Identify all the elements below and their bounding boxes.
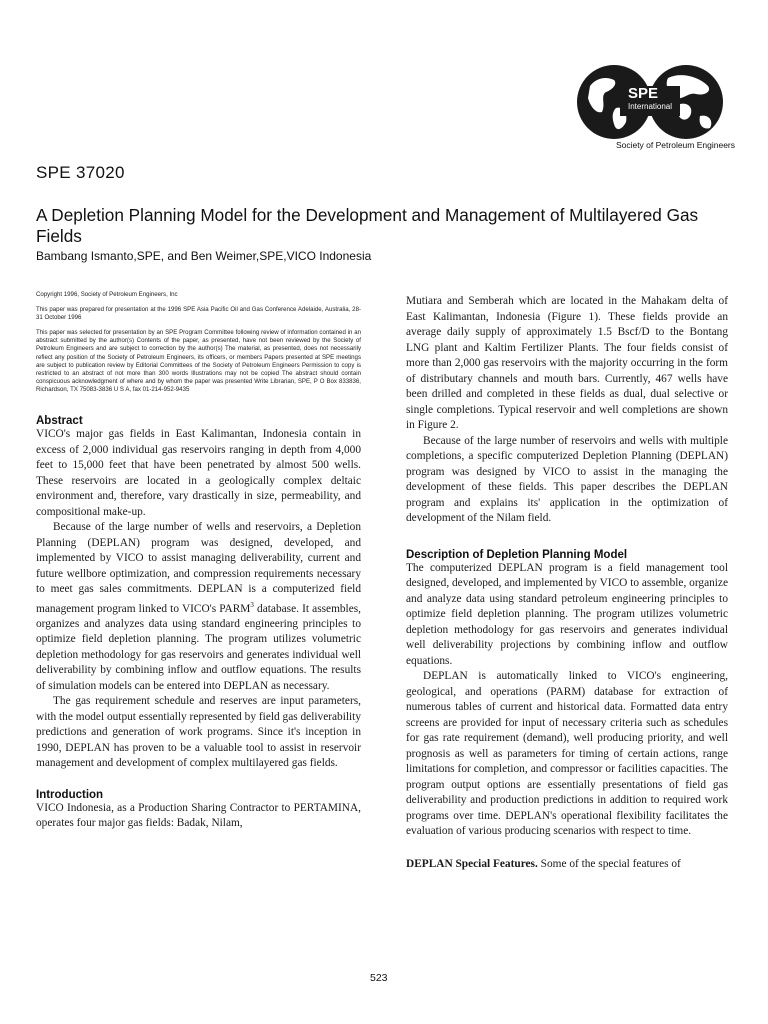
logo-international-text: International: [628, 102, 673, 111]
presentation-notice: This paper was prepared for presentation at the 1996 SPE Asia Pacific Oil and Gas Conference Adelaide, Australia, 28-31 October 1996: [36, 306, 361, 322]
parm-superscript: 3: [250, 600, 254, 609]
introduction-paragraph-2: Because of the large number of reservoirs and wells with multiple completions, a specific computerized Depletion Planning (DEPLAN) program was designed by VICO to assist in the managing the development of these fields. This paper describes the DEPLAN program and explains its' application in the optimization of development of the Nilam field.: [406, 434, 728, 524]
special-features-heading: DEPLAN Special Features.: [406, 857, 538, 870]
special-features-paragraph: [406, 857, 728, 873]
logo-spe-text: SPE: [628, 85, 659, 102]
right-column: [406, 294, 728, 872]
abstract-p2-text-a: Because of the large number of wells and reservoirs, a Depletion Planning (DEPLAN) program was designed, developed, and implemented by VICO to assist managing deliverability, current and future wellbore optimization, and compression requirements necessary to meet gas sales commitments. DEPLAN is a computerized field management program linked to VICO's PARM: [36, 521, 361, 615]
paper-number: SPE 37020: [36, 163, 125, 182]
selection-notice: This paper was selected for presentation by an SPE Program Committee following review of information contained in an abstract submitted by the author(s) Contents of the paper, as presented, have not been reviewed by the Society of Petroleum Engineers and are subject to correction by the author(s) The material, as presented, does not necessarily reflect any position of the Society of Petroleum Engineers, its officers, or members Papers presented at SPE meetings are subject to publication review by Editorial Committees of the Society of Petroleum Engineers Permission to copy is restricted to an abstract of not more than 300 words Illustrations may not be copied The abstract should contain conspicuous acknowledgment of where and by whom the paper was presented Write Librarian, SPE, P O Box 833836, Richardson, TX 75083-3836 U S A, fax 01-214-952-9435: [36, 329, 361, 393]
abstract-p2-text-b: database. It assembles, organizes and analyzes data using standard engineering principles to optimize field depletion planning. The program utilizes volumetric depletion methodology for gas reservoirs and generates individual well deliverability by combining inflow and outflow equations. The results of simulation models can be entered into DEPLAN as necessary.: [36, 602, 361, 692]
description-paragraph-2: DEPLAN is automatically linked to VICO's engineering, geological, and operations (PARM) database for extraction of numerous tables of current and historical data. Formatted data entry screens are provided for input of necessary criteria such as schedules for gas rate requirement (demand), well producing priority, and well prognosis as well as parameters for timing of certain actions, range limitations for completion, and compressor or facilities capacities. The program output options are essentially presentations of field gas deliverability and production predictions in addition to required work programs over time. DEPLAN's operational flexibility facilitates the evaluation of various producing scenarios with respect to time.: [406, 670, 728, 837]
copyright-notice: Copyright 1996, Society of Petroleum Engineers, Inc: [36, 291, 178, 298]
special-features-text: Some of the special features of: [537, 857, 681, 870]
spe-international-logo: [576, 64, 724, 140]
abstract-paragraph-3: The gas requirement schedule and reserves are input parameters, with the model output essentially represented by field gas deliverability predictions and generation of work programs. Since it's inception in 1990, DEPLAN has proven to be a valuable tool to assist in reservoir management and development of complex multilayered gas fields.: [36, 695, 361, 770]
abstract-paragraph-1: VICO's major gas fields in East Kalimantan, Indonesia contain in excess of 2,000 individual gas reservoirs ranging in depth from 4,000 feet to 15,000 feet that have been penetrated by almost 500 wells. These reservoirs are located in a geologically complex deltaic environment and, therefore, vary drastically in size, permeability, and compositional make-up.: [36, 428, 361, 518]
left-column: [36, 291, 361, 832]
introduction-paragraph-1-continued: Mutiara and Semberah which are located in the Mahakam delta of East Kalimantan, Indonesia (Figure 1). These fields provide an average daily supply of approximately 1.5 Bscf/D to the Bontang LNG plant and Kaltim Fertilizer Plants. The four fields consist of more than 2,000 gas reservoirs with the majority occurring in the form of distributary channels and mouth bars. Currently, 467 wells have been drilled and completed in these fields as dual, dual selective or single completions. Typical reservoir and well completions are shown in Figure 2.: [406, 295, 728, 431]
society-name: Society of Petroleum Engineers: [615, 140, 735, 150]
paper-authors: Bambang Ismanto,SPE, and Ben Weimer,SPE,VICO Indonesia: [36, 249, 372, 263]
page-number: 523: [370, 972, 388, 984]
abstract-paragraph-2: [36, 520, 361, 694]
introduction-heading: Introduction: [36, 788, 104, 801]
paper-title: A Depletion Planning Model for the Development and Management of Multilayered Gas Fields: [36, 205, 699, 246]
description-heading: Description of Depletion Planning Model: [406, 548, 628, 561]
abstract-heading: Abstract: [36, 415, 83, 428]
introduction-paragraph-1-start: VICO Indonesia, as a Production Sharing Contractor to PERTAMINA, operates four major gas fields: Badak, Nilam,: [36, 801, 361, 830]
description-paragraph-1: The computerized DEPLAN program is a field management tool designed, developed, and implemented by VICO to assemble, organize and analyze data using standard petroleum engineering principles to optimize field depletion planning. The program utilizes volumetric depletion methodology for gas reservoirs and generates individual well deliverability projections by combining inflow and outflow equations.: [406, 561, 728, 667]
